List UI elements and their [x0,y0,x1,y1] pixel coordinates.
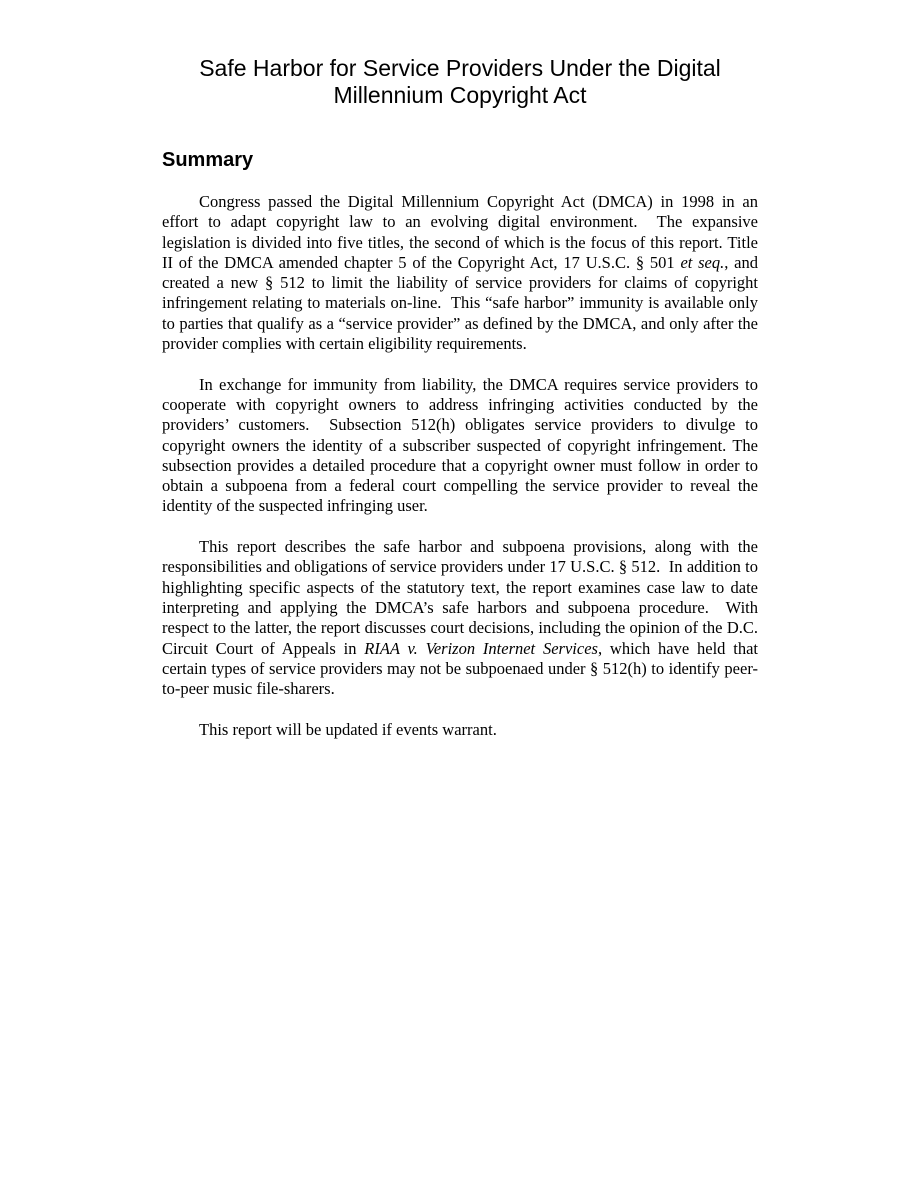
paragraph-4-text-1: This report will be updated if events warrant. [199,719,497,739]
summary-paragraph-2 [162,375,758,517]
section-heading-summary: Summary [162,149,254,171]
document-title-line-1: Safe Harbor for Service Providers Under the Digital [199,55,721,81]
summary-paragraph-4 [162,720,758,740]
paragraph-2-text-1: In exchange for immunity from liability, the DMCA requires service providers to cooperate with copyright owners to address infringing activities conducted by the providers’ customers. Subsection 512(h) obligates service providers to divulge to copyright owners the identity of a subscriber suspected of copyright infringement. The subsection provides a detailed procedure that a copyright owner must follow in order to obtain a subpoena from a federal court compelling the service provider to reveal the identity of the suspected infringing user. [162,374,758,516]
document-page [162,55,758,760]
paragraph-1-text-1: Congress passed the Digital Millennium Copyright Act (DMCA) in 1998 in an effort to adapt copyright law to an evolving digital environment. The expansive legislation is divided into five titles, the second of which is the focus of this report. Title II of the DMCA amended chapter 5 of the Copyright Act, 17 U.S.C. § 501 [162,192,758,272]
paragraph-3-text-2: , which have held that certain types of service providers may not be subpoenaed under § 512(h) to identify peer-to-peer music file-sharers. [162,638,759,699]
paragraph-1-text-2: , and created a new § 512 to limit the liability of service providers for claims of copyright infringement relating to materials on-line. This “safe harbor” immunity is available only to parties that qualify as a “service provider” as defined by the DMCA, and only after the provider complies with certain eligibility requirements. [162,252,758,354]
paragraph-3-italic-case-name: RIAA v. Verizon Internet Services [364,638,598,658]
paragraph-1-italic-et-seq: et seq. [680,252,725,272]
document-title-line-2: Millennium Copyright Act [333,82,587,108]
paragraph-3-text-1: This report describes the safe harbor and subpoena provisions, along with the responsibilities and obligations of service providers under 17 U.S.C. § 512. In addition to highlighting specific aspects of the statutory text, the report examines case law to date interpreting and applying the DMCA’s safe harbors and subpoena procedure. With respect to the latter, the report discusses court decisions, including the opinion of the D.C. Circuit Court of Appeals in [162,537,758,658]
summary-paragraph-1 [162,192,758,354]
document-title [162,55,758,109]
summary-paragraph-3 [162,537,758,699]
